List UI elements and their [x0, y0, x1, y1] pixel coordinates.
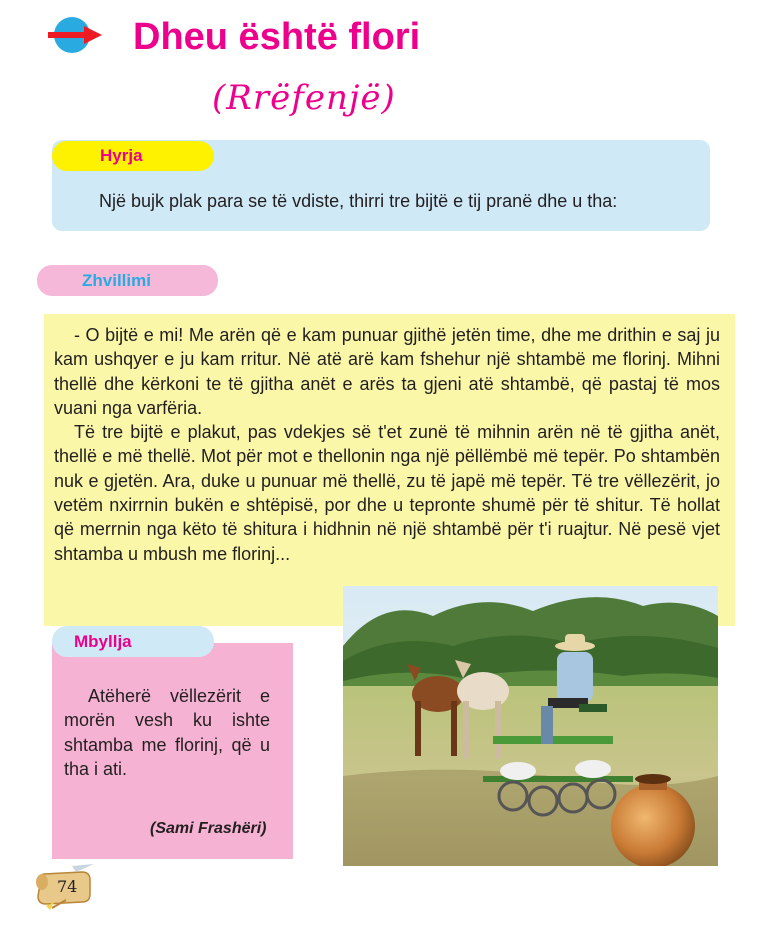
arrow-circle-icon	[46, 16, 104, 54]
story-paragraph: Të tre bijtë e plakut, pas vdekjes së t'et zunë të mihnin arën në të gjitha anët, thellë e më thellë. Mot për mot e thellonin nga një pëllëmbë më tepër. Po shtambën nuk e gjetën. Ara, duke u punuar më thellë, zu të japë më tepër. Të tre vëllezërit, jo vetëm nxirrnin bukën e shtëpisë, por dhe u tepronte shumë për të shitur. Të hollat që merrnin nga këto të shitura i hidhnin në një shtambë për t'i ruajtur. Në pesë vjet shtamba u mbush me florinj...	[54, 422, 720, 564]
page-number: 74	[57, 877, 78, 896]
intro-text: Një bujk plak para se të vdiste, thirri tre bijtë e tij pranë dhe u tha:	[99, 191, 618, 211]
intro-label: Hyrja	[100, 146, 143, 165]
story-paragraph: - O bijtë e mi! Me arën që e kam punuar gjithë jetën time, dhe me drithin e saj ju kam ushqyer e ju kam rritur. Në atë arë kam fshehur një shtambë me florinj. Mihni thellë dhe kërkoni te të gjitha anët e arës ta gjeni atë shtambë, që pastaj të mos vuani nga varfëria.	[54, 325, 720, 418]
author: (Sami Frashëri)	[150, 820, 267, 837]
page-subtitle: (Rrëfenjë)	[212, 78, 396, 118]
farmer-plowing-photo	[343, 586, 718, 866]
ending-label: Mbyllja	[74, 632, 132, 651]
development-label: Zhvillimi	[82, 271, 151, 290]
story-text	[54, 323, 720, 566]
page-title: Dheu është flori	[133, 16, 421, 58]
ending-text: Atëherë vëllezërit e morën vesh ku ishte shtamba me florinj, që u tha i ati.	[64, 686, 270, 779]
